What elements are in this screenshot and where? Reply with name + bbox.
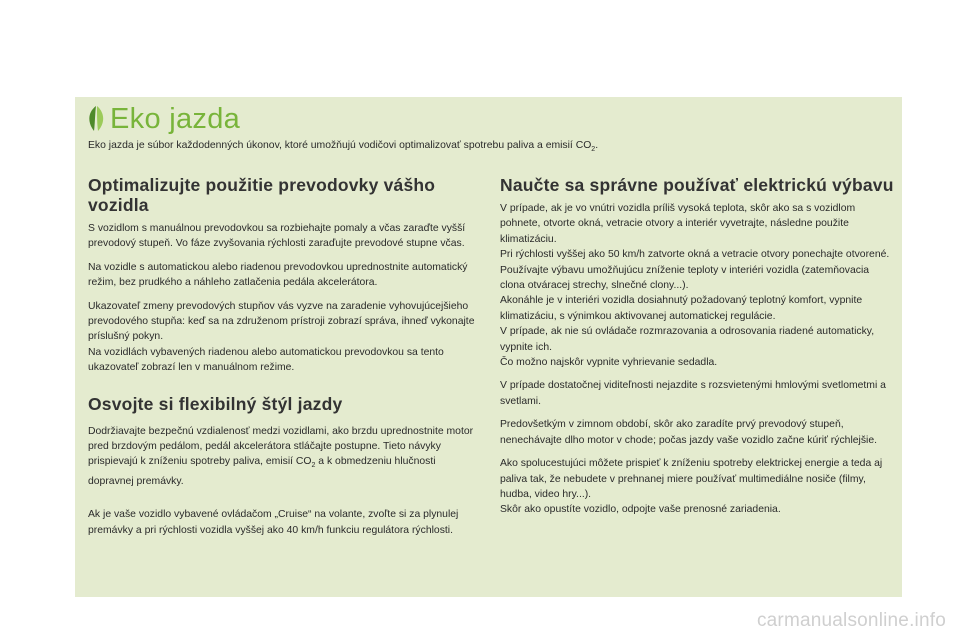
heading-gearbox: Optimalizujte použitie prevodovky vášho vozidla [88,175,436,215]
heading-driving-style: Osvojte si flexibilný štýl jazdy [88,393,343,414]
leaf-icon [85,104,107,134]
intro-text: Eko jazda je súbor každodenných úkonov, ktoré umožňujú vodičovi optimalizovať spotrebu paliva a emisií $CO_2$. [88,140,599,154]
paragraph-fog-lights: V prípade dostatočnej viditeľnosti nejazdite s rozsvietenými hmlovými svetlometmi a svetlami. [500,380,886,407]
paragraph-manual-gearbox: S vozidlom s manuálnou prevodovkou sa rozbiehajte pomaly a včas zaraďte vyšší prevodový stupeň. Vo fáze zvyšovania rýchlosti zaraďujte prevodové stupne včas. [88,223,466,250]
heading-electrical: Naučte sa správne používať elektrickú výbavu [500,175,894,195]
paragraph-automatic-gearbox: Na vozidle s automatickou alebo riadenou prevodovkou uprednostnite automatický režim, bez prudkého a náhleho zatlačenia pedála akcelerátora. [88,261,468,289]
paragraph-winter: Predovšetkým v zimnom období, skôr ako zaradíte prvý prevodový stupeň, nenechávajte dlho motor v chode; počas jazdy vaše vozidlo začne kúriť rýchlejšie. [500,419,878,446]
paragraph-gear-indicator: Ukazovateľ zmeny prevodových stupňov vás vyzve na zaradenie vyhovujúcejšieho prevodového stupňa: keď sa na združenom prístroji zobrazí správa, ihneď vykonajte príslušný pokyn. Na vozidlách vybavených riadenou alebo automatickou prevodovkou sa tento ukazovateľ zobrazí len v manuálnom režime. [88,300,475,374]
paragraph-passengers: Ako spolucestujúci môžete prispieť k zníženiu spotreby elektrickej energie a teda aj paliva tak, že nebudete v prehnanej miere používať multimediálne nosiče (filmy, hudba, video hry...). Skôr ako opustíte vozidlo, odpojte vaše prenosné zariadenia. [500,458,883,516]
right-column [500,175,895,526]
paragraph-cruise: Ak je vaše vozidlo vybavené ovládačom „Cruise“ na volante, zvoľte si za plynulej premávky a pri rýchlosti vozidla vyššej ako 40 km/h funkciu regulátora rýchlosti. [88,509,459,536]
paragraph-safe-distance: Dodržiavajte bezpečnú vzdialenosť medzi vozidlami, ako brzdu uprednostnite motor pred brzdovým pedálom, pedál akcelerátora stláčajte postupne. Tieto návyky prispievajú k zníženiu spotreby paliva, emisií $CO_2$ a k obmedzeniu hlučnosti dopravnej premávky. [88,425,474,487]
left-column [88,175,483,546]
paragraph-climate: V prípade, ak je vo vnútri vozidla príliš vysoká teplota, skôr ako sa s vozidlom pohnete, otvorte okná, vetracie otvory a interiér vyvetrajte, následne použite klimatizáciu. Pri rýchlosti vyššej ako 50 km/h zatvorte okná a vetracie otvory ponechajte otvorené. Používajte výbavu umožňujúcu zníženie teploty v interiéri vozidla (zatemňovacia clona otváracej strechy, slnečné clony...). Akonáhle je v interiéri vozidla dosiahnutý požadovaný teplotný komfort, vypnite klimatizáciu, s výnimkou aktivovanej automatickej regulácie. V prípade, ak nie sú ovládače rozmrazovania a odrosovania riadené automaticky, vypnite ich. Čo možno najskôr vypnite vyhrievanie sedadla. [500,203,890,369]
page-title: Eko jazda [110,103,241,135]
watermark: carmanualsonline.info [756,610,946,631]
